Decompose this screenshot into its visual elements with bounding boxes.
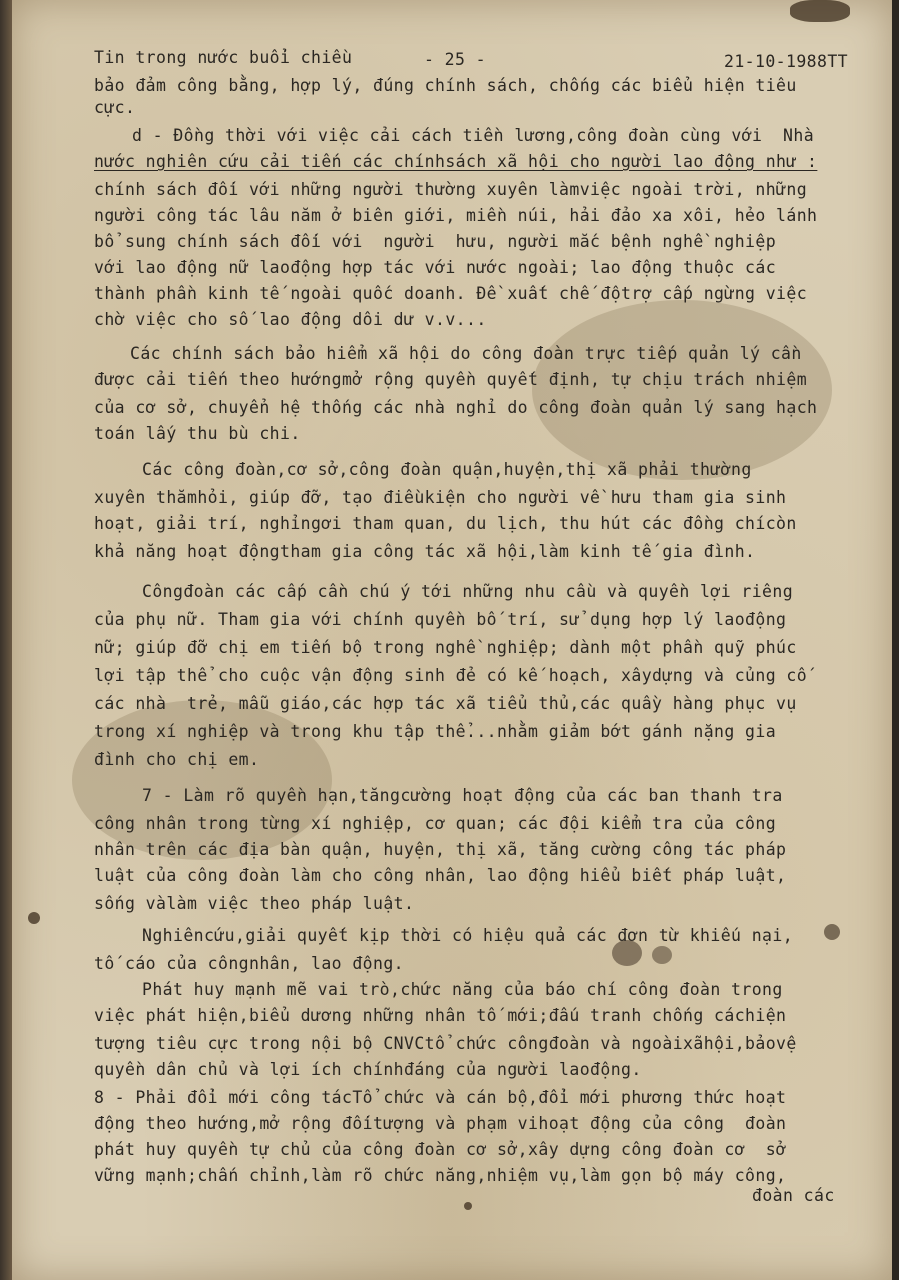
text-line: của phụ nữ. Tham gia với chính quyền bố trí, sử dụng hợp lý laođộng — [94, 610, 787, 629]
text-line: 7 - Làm rõ quyền hạn,tăngcường hoạt động của các ban thanh tra — [142, 786, 783, 805]
text-line: tượng tiêu cực trong nội bộ CNVCtổ chức côngđoàn và ngoàixãhội,bảovệ — [94, 1034, 797, 1053]
ink-stain — [28, 912, 40, 924]
text-line: trong xí nghiệp và trong khu tập thể...nhằm giảm bớt gánh nặng gia — [94, 722, 777, 741]
text-line: người công tác lâu năm ở biên giới, miền núi, hải đảo xa xôi, hẻo lánh — [94, 206, 818, 225]
text-line: các nhà trẻ, mẫu giáo,các hợp tác xã tiểu thủ,các quầy hàng phục vụ — [94, 694, 797, 713]
text-line: nước nghiên cứu cải tiến các chínhsách xã hội cho người lao động như : — [94, 152, 818, 171]
ink-stain — [652, 946, 672, 964]
paper-smudge — [532, 300, 832, 480]
text-line: công nhân trong từng xí nghiệp, cơ quan; các đội kiểm tra của công — [94, 814, 777, 833]
text-line: d - Đồng thời với việc cải cách tiền lương,công đoàn cùng với Nhà — [132, 126, 815, 145]
text-line: của cơ sở, chuyển hệ thống các nhà nghỉ do công đoàn quản lý sang hạch — [94, 398, 818, 417]
text-line: luật của công đoàn làm cho công nhân, lao động hiểu biết pháp luật, — [94, 866, 787, 885]
text-line: Phát huy mạnh mẽ vai trò,chức năng của báo chí công đoàn trong — [142, 980, 783, 999]
text-line: thành phần kinh tế ngoài quốc doanh. Đề xuất chế độtrợ cấp ngừng việc — [94, 284, 808, 303]
text-line: đoàn các — [752, 1186, 835, 1205]
text-line: Các chính sách bảo hiểm xã hội do công đoàn trực tiếp quản lý cần — [130, 344, 802, 363]
text-line: với lao động nữ laođộng hợp tác với nước ngoài; lao động thuộc các — [94, 258, 777, 277]
text-line: bảo đảm công bằng, hợp lý, đúng chính sách, chống các biểu hiện tiêu — [94, 76, 797, 95]
text-line: nhân trên các địa bàn quận, huyện, thị xã, tăng cường công tác pháp — [94, 840, 787, 859]
book-binding-edge — [0, 0, 12, 1280]
text-line: xuyên thămhỏi, giúp đỡ, tạo điềukiện cho người về hưu tham gia sinh — [94, 488, 787, 507]
header-page-number: - 25 - — [424, 50, 487, 69]
document-page — [12, 0, 892, 1280]
text-line: chờ việc cho số lao động dôi dư v.v... — [94, 310, 487, 329]
text-line: lợi tập thể cho cuộc vận động sinh đẻ có kế hoạch, xâydựng và củng cố — [94, 666, 808, 685]
ink-stain — [464, 1202, 472, 1210]
header-source: Tin trong nước buổi chiều — [94, 48, 353, 67]
text-line: đình cho chị em. — [94, 750, 260, 769]
header-date: 21-10-1988TT — [724, 52, 849, 71]
text-line: tố cáo của côngnhân, lao động. — [94, 954, 405, 973]
ink-stain — [824, 924, 840, 940]
text-line: sống vàlàm việc theo pháp luật. — [94, 894, 415, 913]
text-line: được cải tiến theo hướngmở rộng quyền quyết định, tự chịu trách nhiệm — [94, 370, 808, 389]
text-line: việc phát hiện,biểu dương những nhân tố mới;đấu tranh chống cáchiện — [94, 1006, 787, 1025]
text-line: chính sách đối với những người thường xuyên làmviệc ngoài trời, những — [94, 180, 808, 199]
text-line: bổ sung chính sách đối với người hưu, người mắc bệnh nghề nghiệp — [94, 232, 777, 251]
text-line: hoạt, giải trí, nghỉngơi tham quan, du lịch, thu hút các đồng chícòn — [94, 514, 797, 533]
text-line: khả năng hoạt độngtham gia công tác xã hội,làm kinh tế gia đình. — [94, 542, 756, 561]
text-line: vững mạnh;chấn chỉnh,làm rõ chức năng,nhiệm vụ,làm gọn bộ máy công, — [94, 1166, 787, 1185]
text-line: Các công đoàn,cơ sở,công đoàn quận,huyện,thị xã phải thường — [142, 460, 752, 479]
text-line: Côngđoàn các cấp cần chú ý tới những nhu cầu và quyền lợi riêng — [142, 582, 794, 601]
text-line: toán lấy thu bù chi. — [94, 424, 301, 443]
text-line: nữ; giúp đỡ chị em tiến bộ trong nghề nghiệp; dành một phần quỹ phúc — [94, 638, 797, 657]
text-line: cực. — [94, 98, 136, 117]
text-line: động theo hướng,mở rộng đốitượng và phạm vihoạt động của công đoàn — [94, 1114, 787, 1133]
text-line: phát huy quyền tự chủ của công đoàn cơ sở,xây dựng công đoàn cơ sở — [94, 1140, 787, 1159]
text-line: quyền dân chủ và lợi ích chínhđáng của người laođộng. — [94, 1060, 642, 1079]
ink-stain — [790, 0, 850, 22]
text-line: 8 - Phải đổi mới công tácTổ chức và cán bộ,đổi mới phương thức hoạt — [94, 1088, 787, 1107]
text-line: Nghiêncứu,giải quyết kịp thời có hiệu quả các đơn từ khiếu nại, — [142, 926, 794, 945]
